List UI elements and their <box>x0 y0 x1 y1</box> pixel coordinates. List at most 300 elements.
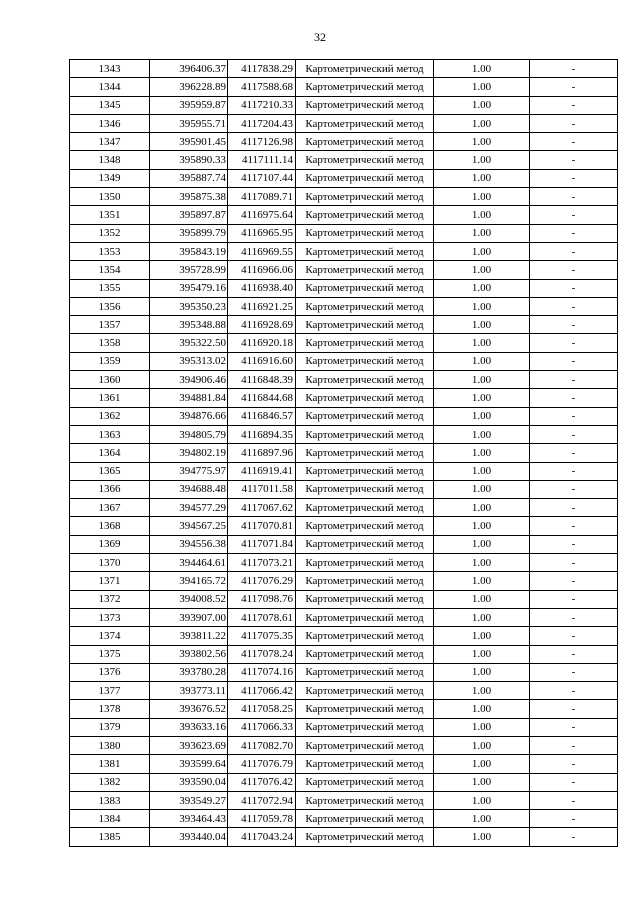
point-number-cell: 1350 <box>70 188 150 206</box>
table-row <box>70 334 618 352</box>
table-row <box>70 718 618 736</box>
accuracy-cell: 1.00 <box>434 718 530 736</box>
x-coordinate-cell: 395348.88 <box>150 316 228 334</box>
y-coordinate-cell: 4117076.79 <box>228 755 296 773</box>
accuracy-cell: 1.00 <box>434 261 530 279</box>
point-number-cell: 1351 <box>70 206 150 224</box>
x-coordinate-cell: 394464.61 <box>150 554 228 572</box>
x-coordinate-cell: 394881.84 <box>150 389 228 407</box>
table-row <box>70 755 618 773</box>
description-cell: - <box>530 206 618 224</box>
description-cell: - <box>530 700 618 718</box>
x-coordinate-cell: 395350.23 <box>150 297 228 315</box>
method-cell: Картометрический метод <box>296 444 434 462</box>
description-cell: - <box>530 590 618 608</box>
y-coordinate-cell: 4117067.62 <box>228 499 296 517</box>
y-coordinate-cell: 4117071.84 <box>228 535 296 553</box>
y-coordinate-cell: 4116920.18 <box>228 334 296 352</box>
x-coordinate-cell: 395313.02 <box>150 352 228 370</box>
point-number-cell: 1374 <box>70 627 150 645</box>
y-coordinate-cell: 4117210.33 <box>228 96 296 114</box>
x-coordinate-cell: 393633.16 <box>150 718 228 736</box>
description-cell: - <box>530 169 618 187</box>
accuracy-cell: 1.00 <box>434 96 530 114</box>
table-row <box>70 133 618 151</box>
description-cell: - <box>530 60 618 78</box>
y-coordinate-cell: 4117043.24 <box>228 828 296 846</box>
method-cell: Картометрический метод <box>296 151 434 169</box>
point-number-cell: 1366 <box>70 480 150 498</box>
accuracy-cell: 1.00 <box>434 114 530 132</box>
x-coordinate-cell: 395887.74 <box>150 169 228 187</box>
x-coordinate-cell: 393811.22 <box>150 627 228 645</box>
table-row <box>70 736 618 754</box>
x-coordinate-cell: 394577.29 <box>150 499 228 517</box>
x-coordinate-cell: 396406.37 <box>150 60 228 78</box>
accuracy-cell: 1.00 <box>434 554 530 572</box>
accuracy-cell: 1.00 <box>434 627 530 645</box>
point-number-cell: 1385 <box>70 828 150 846</box>
description-cell: - <box>530 316 618 334</box>
y-coordinate-cell: 4116916.60 <box>228 352 296 370</box>
description-cell: - <box>530 663 618 681</box>
accuracy-cell: 1.00 <box>434 151 530 169</box>
y-coordinate-cell: 4116966.06 <box>228 261 296 279</box>
point-number-cell: 1362 <box>70 407 150 425</box>
y-coordinate-cell: 4117066.33 <box>228 718 296 736</box>
table-row <box>70 407 618 425</box>
method-cell: Картометрический метод <box>296 682 434 700</box>
x-coordinate-cell: 394008.52 <box>150 590 228 608</box>
point-number-cell: 1363 <box>70 425 150 443</box>
description-cell: - <box>530 224 618 242</box>
description-cell: - <box>530 517 618 535</box>
x-coordinate-cell: 394567.25 <box>150 517 228 535</box>
method-cell: Картометрический метод <box>296 554 434 572</box>
page-number: 32 <box>314 30 326 44</box>
description-cell: - <box>530 645 618 663</box>
method-cell: Картометрический метод <box>296 645 434 663</box>
table-row <box>70 206 618 224</box>
description-cell: - <box>530 572 618 590</box>
x-coordinate-cell: 394688.48 <box>150 480 228 498</box>
method-cell: Картометрический метод <box>296 791 434 809</box>
table-row <box>70 572 618 590</box>
point-number-cell: 1371 <box>70 572 150 590</box>
point-number-cell: 1376 <box>70 663 150 681</box>
description-cell: - <box>530 297 618 315</box>
x-coordinate-cell: 394775.97 <box>150 462 228 480</box>
point-number-cell: 1381 <box>70 755 150 773</box>
table-row <box>70 242 618 260</box>
x-coordinate-cell: 395479.16 <box>150 279 228 297</box>
accuracy-cell: 1.00 <box>434 590 530 608</box>
accuracy-cell: 1.00 <box>434 444 530 462</box>
x-coordinate-cell: 395890.33 <box>150 151 228 169</box>
x-coordinate-cell: 393590.04 <box>150 773 228 791</box>
accuracy-cell: 1.00 <box>434 389 530 407</box>
y-coordinate-cell: 4116975.64 <box>228 206 296 224</box>
point-number-cell: 1383 <box>70 791 150 809</box>
x-coordinate-cell: 393802.56 <box>150 645 228 663</box>
description-cell: - <box>530 78 618 96</box>
accuracy-cell: 1.00 <box>434 645 530 663</box>
x-coordinate-cell: 394805.79 <box>150 425 228 443</box>
accuracy-cell: 1.00 <box>434 791 530 809</box>
y-coordinate-cell: 4116848.39 <box>228 371 296 389</box>
x-coordinate-cell: 393623.69 <box>150 736 228 754</box>
x-coordinate-cell: 395875.38 <box>150 188 228 206</box>
description-cell: - <box>530 554 618 572</box>
method-cell: Картометрический метод <box>296 736 434 754</box>
x-coordinate-cell: 394165.72 <box>150 572 228 590</box>
x-coordinate-cell: 395899.79 <box>150 224 228 242</box>
y-coordinate-cell: 4117073.21 <box>228 554 296 572</box>
point-number-cell: 1357 <box>70 316 150 334</box>
point-number-cell: 1364 <box>70 444 150 462</box>
point-number-cell: 1360 <box>70 371 150 389</box>
description-cell: - <box>530 499 618 517</box>
method-cell: Картометрический метод <box>296 608 434 626</box>
method-cell: Картометрический метод <box>296 352 434 370</box>
method-cell: Картометрический метод <box>296 297 434 315</box>
point-number-cell: 1343 <box>70 60 150 78</box>
accuracy-cell: 1.00 <box>434 572 530 590</box>
y-coordinate-cell: 4117078.61 <box>228 608 296 626</box>
table-row <box>70 279 618 297</box>
table-row <box>70 462 618 480</box>
accuracy-cell: 1.00 <box>434 78 530 96</box>
y-coordinate-cell: 4117076.42 <box>228 773 296 791</box>
method-cell: Картометрический метод <box>296 279 434 297</box>
x-coordinate-cell: 393780.28 <box>150 663 228 681</box>
accuracy-cell: 1.00 <box>434 425 530 443</box>
table-row <box>70 810 618 828</box>
description-cell: - <box>530 334 618 352</box>
method-cell: Картометрический метод <box>296 316 434 334</box>
accuracy-cell: 1.00 <box>434 499 530 517</box>
accuracy-cell: 1.00 <box>434 334 530 352</box>
coordinates-table-body <box>70 60 618 847</box>
table-row <box>70 425 618 443</box>
method-cell: Картометрический метод <box>296 389 434 407</box>
table-row <box>70 188 618 206</box>
y-coordinate-cell: 4117074.16 <box>228 663 296 681</box>
accuracy-cell: 1.00 <box>434 663 530 681</box>
table-row <box>70 535 618 553</box>
point-number-cell: 1347 <box>70 133 150 151</box>
y-coordinate-cell: 4117072.94 <box>228 791 296 809</box>
point-number-cell: 1355 <box>70 279 150 297</box>
method-cell: Картометрический метод <box>296 572 434 590</box>
x-coordinate-cell: 395955.71 <box>150 114 228 132</box>
x-coordinate-cell: 393549.27 <box>150 791 228 809</box>
table-row <box>70 499 618 517</box>
point-number-cell: 1384 <box>70 810 150 828</box>
accuracy-cell: 1.00 <box>434 242 530 260</box>
table-row <box>70 590 618 608</box>
description-cell: - <box>530 828 618 846</box>
y-coordinate-cell: 4117078.24 <box>228 645 296 663</box>
table-row <box>70 352 618 370</box>
method-cell: Картометрический метод <box>296 78 434 96</box>
point-number-cell: 1370 <box>70 554 150 572</box>
point-number-cell: 1379 <box>70 718 150 736</box>
table-row <box>70 444 618 462</box>
method-cell: Картометрический метод <box>296 480 434 498</box>
x-coordinate-cell: 394906.46 <box>150 371 228 389</box>
method-cell: Картометрический метод <box>296 96 434 114</box>
table-row <box>70 261 618 279</box>
description-cell: - <box>530 407 618 425</box>
accuracy-cell: 1.00 <box>434 133 530 151</box>
method-cell: Картометрический метод <box>296 261 434 279</box>
description-cell: - <box>530 151 618 169</box>
point-number-cell: 1348 <box>70 151 150 169</box>
table-row <box>70 645 618 663</box>
coordinates-table <box>69 59 618 847</box>
description-cell: - <box>530 425 618 443</box>
table-row <box>70 78 618 96</box>
method-cell: Картометрический метод <box>296 206 434 224</box>
table-row <box>70 316 618 334</box>
accuracy-cell: 1.00 <box>434 297 530 315</box>
point-number-cell: 1367 <box>70 499 150 517</box>
accuracy-cell: 1.00 <box>434 810 530 828</box>
accuracy-cell: 1.00 <box>434 60 530 78</box>
accuracy-cell: 1.00 <box>434 773 530 791</box>
table-row <box>70 169 618 187</box>
method-cell: Картометрический метод <box>296 590 434 608</box>
description-cell: - <box>530 444 618 462</box>
table-row <box>70 224 618 242</box>
x-coordinate-cell: 395728.99 <box>150 261 228 279</box>
x-coordinate-cell: 395897.87 <box>150 206 228 224</box>
y-coordinate-cell: 4117098.76 <box>228 590 296 608</box>
accuracy-cell: 1.00 <box>434 352 530 370</box>
x-coordinate-cell: 394556.38 <box>150 535 228 553</box>
x-coordinate-cell: 393907.00 <box>150 608 228 626</box>
y-coordinate-cell: 4116965.95 <box>228 224 296 242</box>
description-cell: - <box>530 736 618 754</box>
x-coordinate-cell: 394876.66 <box>150 407 228 425</box>
method-cell: Картометрический метод <box>296 334 434 352</box>
accuracy-cell: 1.00 <box>434 736 530 754</box>
y-coordinate-cell: 4117011.58 <box>228 480 296 498</box>
point-number-cell: 1359 <box>70 352 150 370</box>
y-coordinate-cell: 4117059.78 <box>228 810 296 828</box>
table-row <box>70 828 618 846</box>
point-number-cell: 1365 <box>70 462 150 480</box>
point-number-cell: 1349 <box>70 169 150 187</box>
point-number-cell: 1353 <box>70 242 150 260</box>
point-number-cell: 1352 <box>70 224 150 242</box>
method-cell: Картометрический метод <box>296 133 434 151</box>
point-number-cell: 1356 <box>70 297 150 315</box>
y-coordinate-cell: 4117076.29 <box>228 572 296 590</box>
method-cell: Картометрический метод <box>296 407 434 425</box>
description-cell: - <box>530 389 618 407</box>
accuracy-cell: 1.00 <box>434 279 530 297</box>
description-cell: - <box>530 480 618 498</box>
description-cell: - <box>530 810 618 828</box>
x-coordinate-cell: 393440.04 <box>150 828 228 846</box>
x-coordinate-cell: 393464.43 <box>150 810 228 828</box>
accuracy-cell: 1.00 <box>434 188 530 206</box>
point-number-cell: 1373 <box>70 608 150 626</box>
y-coordinate-cell: 4117111.14 <box>228 151 296 169</box>
table-row <box>70 60 618 78</box>
y-coordinate-cell: 4117588.68 <box>228 78 296 96</box>
table-row <box>70 96 618 114</box>
accuracy-cell: 1.00 <box>434 316 530 334</box>
description-cell: - <box>530 261 618 279</box>
method-cell: Картометрический метод <box>296 718 434 736</box>
method-cell: Картометрический метод <box>296 242 434 260</box>
accuracy-cell: 1.00 <box>434 682 530 700</box>
y-coordinate-cell: 4116938.40 <box>228 279 296 297</box>
description-cell: - <box>530 133 618 151</box>
x-coordinate-cell: 393676.52 <box>150 700 228 718</box>
table-row <box>70 114 618 132</box>
point-number-cell: 1361 <box>70 389 150 407</box>
y-coordinate-cell: 4117075.35 <box>228 627 296 645</box>
y-coordinate-cell: 4116844.68 <box>228 389 296 407</box>
point-number-cell: 1345 <box>70 96 150 114</box>
table-row <box>70 627 618 645</box>
y-coordinate-cell: 4117089.71 <box>228 188 296 206</box>
point-number-cell: 1380 <box>70 736 150 754</box>
y-coordinate-cell: 4117838.29 <box>228 60 296 78</box>
accuracy-cell: 1.00 <box>434 462 530 480</box>
accuracy-cell: 1.00 <box>434 407 530 425</box>
method-cell: Картометрический метод <box>296 810 434 828</box>
point-number-cell: 1369 <box>70 535 150 553</box>
y-coordinate-cell: 4117204.43 <box>228 114 296 132</box>
accuracy-cell: 1.00 <box>434 224 530 242</box>
table-row <box>70 517 618 535</box>
x-coordinate-cell: 395959.87 <box>150 96 228 114</box>
accuracy-cell: 1.00 <box>434 371 530 389</box>
point-number-cell: 1358 <box>70 334 150 352</box>
description-cell: - <box>530 608 618 626</box>
accuracy-cell: 1.00 <box>434 755 530 773</box>
method-cell: Картометрический метод <box>296 700 434 718</box>
method-cell: Картометрический метод <box>296 114 434 132</box>
y-coordinate-cell: 4116969.55 <box>228 242 296 260</box>
x-coordinate-cell: 395901.45 <box>150 133 228 151</box>
description-cell: - <box>530 352 618 370</box>
y-coordinate-cell: 4117126.98 <box>228 133 296 151</box>
y-coordinate-cell: 4117107.44 <box>228 169 296 187</box>
x-coordinate-cell: 395322.50 <box>150 334 228 352</box>
y-coordinate-cell: 4117066.42 <box>228 682 296 700</box>
description-cell: - <box>530 773 618 791</box>
method-cell: Картометрический метод <box>296 517 434 535</box>
description-cell: - <box>530 627 618 645</box>
table-row <box>70 773 618 791</box>
y-coordinate-cell: 4117070.81 <box>228 517 296 535</box>
point-number-cell: 1372 <box>70 590 150 608</box>
point-number-cell: 1375 <box>70 645 150 663</box>
table-row <box>70 151 618 169</box>
point-number-cell: 1354 <box>70 261 150 279</box>
method-cell: Картометрический метод <box>296 60 434 78</box>
accuracy-cell: 1.00 <box>434 828 530 846</box>
accuracy-cell: 1.00 <box>434 535 530 553</box>
table-row <box>70 791 618 809</box>
point-number-cell: 1377 <box>70 682 150 700</box>
method-cell: Картометрический метод <box>296 535 434 553</box>
description-cell: - <box>530 279 618 297</box>
description-cell: - <box>530 535 618 553</box>
y-coordinate-cell: 4116928.69 <box>228 316 296 334</box>
table-row <box>70 608 618 626</box>
point-number-cell: 1382 <box>70 773 150 791</box>
method-cell: Картометрический метод <box>296 188 434 206</box>
accuracy-cell: 1.00 <box>434 480 530 498</box>
table-row <box>70 663 618 681</box>
description-cell: - <box>530 188 618 206</box>
description-cell: - <box>530 791 618 809</box>
description-cell: - <box>530 682 618 700</box>
method-cell: Картометрический метод <box>296 663 434 681</box>
description-cell: - <box>530 242 618 260</box>
description-cell: - <box>530 371 618 389</box>
accuracy-cell: 1.00 <box>434 169 530 187</box>
method-cell: Картометрический метод <box>296 224 434 242</box>
table-row <box>70 682 618 700</box>
y-coordinate-cell: 4116897.96 <box>228 444 296 462</box>
x-coordinate-cell: 396228.89 <box>150 78 228 96</box>
accuracy-cell: 1.00 <box>434 206 530 224</box>
table-row <box>70 700 618 718</box>
y-coordinate-cell: 4116921.25 <box>228 297 296 315</box>
accuracy-cell: 1.00 <box>434 608 530 626</box>
description-cell: - <box>530 755 618 773</box>
x-coordinate-cell: 395843.19 <box>150 242 228 260</box>
method-cell: Картометрический метод <box>296 462 434 480</box>
table-row <box>70 389 618 407</box>
y-coordinate-cell: 4117082.70 <box>228 736 296 754</box>
y-coordinate-cell: 4116846.57 <box>228 407 296 425</box>
point-number-cell: 1346 <box>70 114 150 132</box>
description-cell: - <box>530 462 618 480</box>
description-cell: - <box>530 718 618 736</box>
method-cell: Картометрический метод <box>296 755 434 773</box>
y-coordinate-cell: 4116894.35 <box>228 425 296 443</box>
method-cell: Картометрический метод <box>296 425 434 443</box>
point-number-cell: 1368 <box>70 517 150 535</box>
description-cell: - <box>530 114 618 132</box>
accuracy-cell: 1.00 <box>434 700 530 718</box>
method-cell: Картометрический метод <box>296 627 434 645</box>
method-cell: Картометрический метод <box>296 371 434 389</box>
table-row <box>70 371 618 389</box>
method-cell: Картометрический метод <box>296 499 434 517</box>
y-coordinate-cell: 4117058.25 <box>228 700 296 718</box>
x-coordinate-cell: 393773.11 <box>150 682 228 700</box>
x-coordinate-cell: 393599.64 <box>150 755 228 773</box>
accuracy-cell: 1.00 <box>434 517 530 535</box>
y-coordinate-cell: 4116919.41 <box>228 462 296 480</box>
method-cell: Картометрический метод <box>296 169 434 187</box>
table-row <box>70 480 618 498</box>
method-cell: Картометрический метод <box>296 828 434 846</box>
table-row <box>70 297 618 315</box>
method-cell: Картометрический метод <box>296 773 434 791</box>
table-row <box>70 554 618 572</box>
